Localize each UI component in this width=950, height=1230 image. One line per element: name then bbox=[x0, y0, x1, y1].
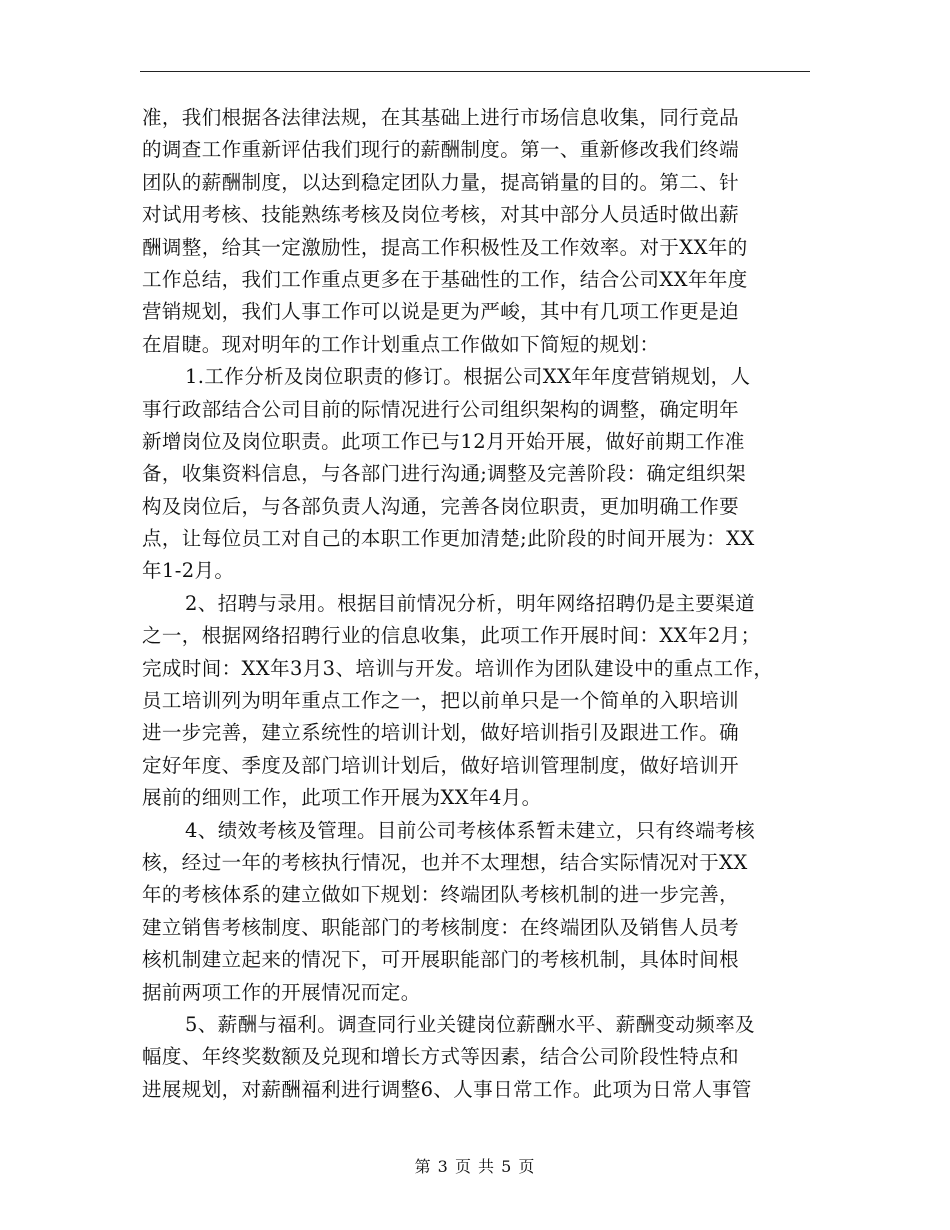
text-line: 点，让每位员工对自己的本职工作更加清楚;此阶段的时间开展为：XX bbox=[142, 527, 755, 551]
text-line: 幅度、年终奖数额及兑现和增长方式等因素，结合公司阶段性特点和 bbox=[142, 1045, 740, 1069]
text-line: 事行政部结合公司目前的际情况进行公司组织架构的调整，确定明年 bbox=[142, 397, 740, 421]
paragraph-start-line: 4、绩效考核及管理。目前公司考核体系暂未建立，只有终端考核 bbox=[185, 818, 756, 842]
paragraph-start-line: 2、招聘与录用。根据目前情况分析，明年网络招聘仍是主要渠道 bbox=[185, 591, 756, 615]
text-line: 年的考核体系的建立做如下规划：终端团队考核机制的进一步完善， bbox=[142, 883, 740, 907]
page-number-footer: 第 3 页 共 5 页 bbox=[414, 1157, 536, 1176]
text-line: 对试用考核、技能熟练考核及岗位考核，对其中部分人员适时做出薪 bbox=[142, 203, 740, 227]
text-line: 年1-2月。 bbox=[142, 559, 235, 583]
text-line: 据前两项工作的开展情况而定。 bbox=[142, 980, 421, 1004]
document-body bbox=[142, 102, 832, 1106]
text-line: 团队的薪酬制度，以达到稳定团队力量，提高销量的目的。第二、针 bbox=[142, 170, 740, 194]
text-line: 新增岗位及岗位职责。此项工作已与12月开始开展，做好前期工作准 bbox=[142, 429, 745, 453]
text-line: 准，我们根据各法律法规，在其基础上进行市场信息收集，同行竞品 bbox=[142, 106, 740, 129]
paragraph-start-line: 5、薪酬与福利。调查同行业关键岗位薪酬水平、薪酬变动频率及 bbox=[185, 1012, 756, 1036]
text-line: 核，经过一年的考核执行情况，也并不太理想，结合实际情况对于XX bbox=[142, 850, 748, 874]
text-line: 工作总结，我们工作重点更多在于基础性的工作，结合公司XX年年度 bbox=[142, 267, 748, 291]
header-rule bbox=[140, 71, 810, 72]
text-line: 备，收集资料信息，与各部门进行沟通;调整及完善阶段：确定组织架 bbox=[142, 462, 746, 486]
text-line: 进展规划，对薪酬福利进行调整6、人事日常工作。此项为日常人事管 bbox=[142, 1077, 752, 1101]
text-line: 进一步完善，建立系统性的培训计划，做好培训指引及跟进工作。确 bbox=[142, 721, 740, 745]
text-line: 的调查工作重新评估我们现行的薪酬制度。第一、重新修改我们终端 bbox=[142, 138, 740, 162]
text-line: 之一，根据网络招聘行业的信息收集，此项工作开展时间：XX年2月； bbox=[142, 624, 761, 648]
paragraph-start-line: 1.工作分析及岗位职责的修订。根据公司XX年年度营销规划，人 bbox=[185, 365, 751, 389]
text-line: 酬调整，给其一定激励性，提高工作积极性及工作效率。对于XX年的 bbox=[142, 235, 748, 259]
text-line: 展前的细则工作，此项工作开展为XX年4月。 bbox=[142, 786, 542, 810]
text-line: 在眉睫。现对明年的工作计划重点工作做如下简短的规划： bbox=[142, 332, 660, 356]
text-line: 构及岗位后，与各部负责人沟通，完善各岗位职责，更加明确工作要 bbox=[142, 494, 740, 518]
text-line: 员工培训列为明年重点工作之一，把以前单只是一个简单的入职培训 bbox=[142, 689, 740, 713]
text-line: 核机制建立起来的情况下，可开展职能部门的考核机制，具体时间根 bbox=[142, 948, 740, 972]
text-line: 营销规划，我们人事工作可以说是更为严峻，其中有几项工作更是迫 bbox=[142, 300, 740, 324]
text-line: 定好年度、季度及部门培训计划后，做好培训管理制度，做好培训开 bbox=[142, 753, 740, 777]
text-line: 建立销售考核制度、职能部门的考核制度：在终端团队及销售人员考 bbox=[142, 915, 740, 939]
text-line: 完成时间：XX年3月3、培训与开发。培训作为团队建设中的重点工作， bbox=[142, 656, 774, 680]
